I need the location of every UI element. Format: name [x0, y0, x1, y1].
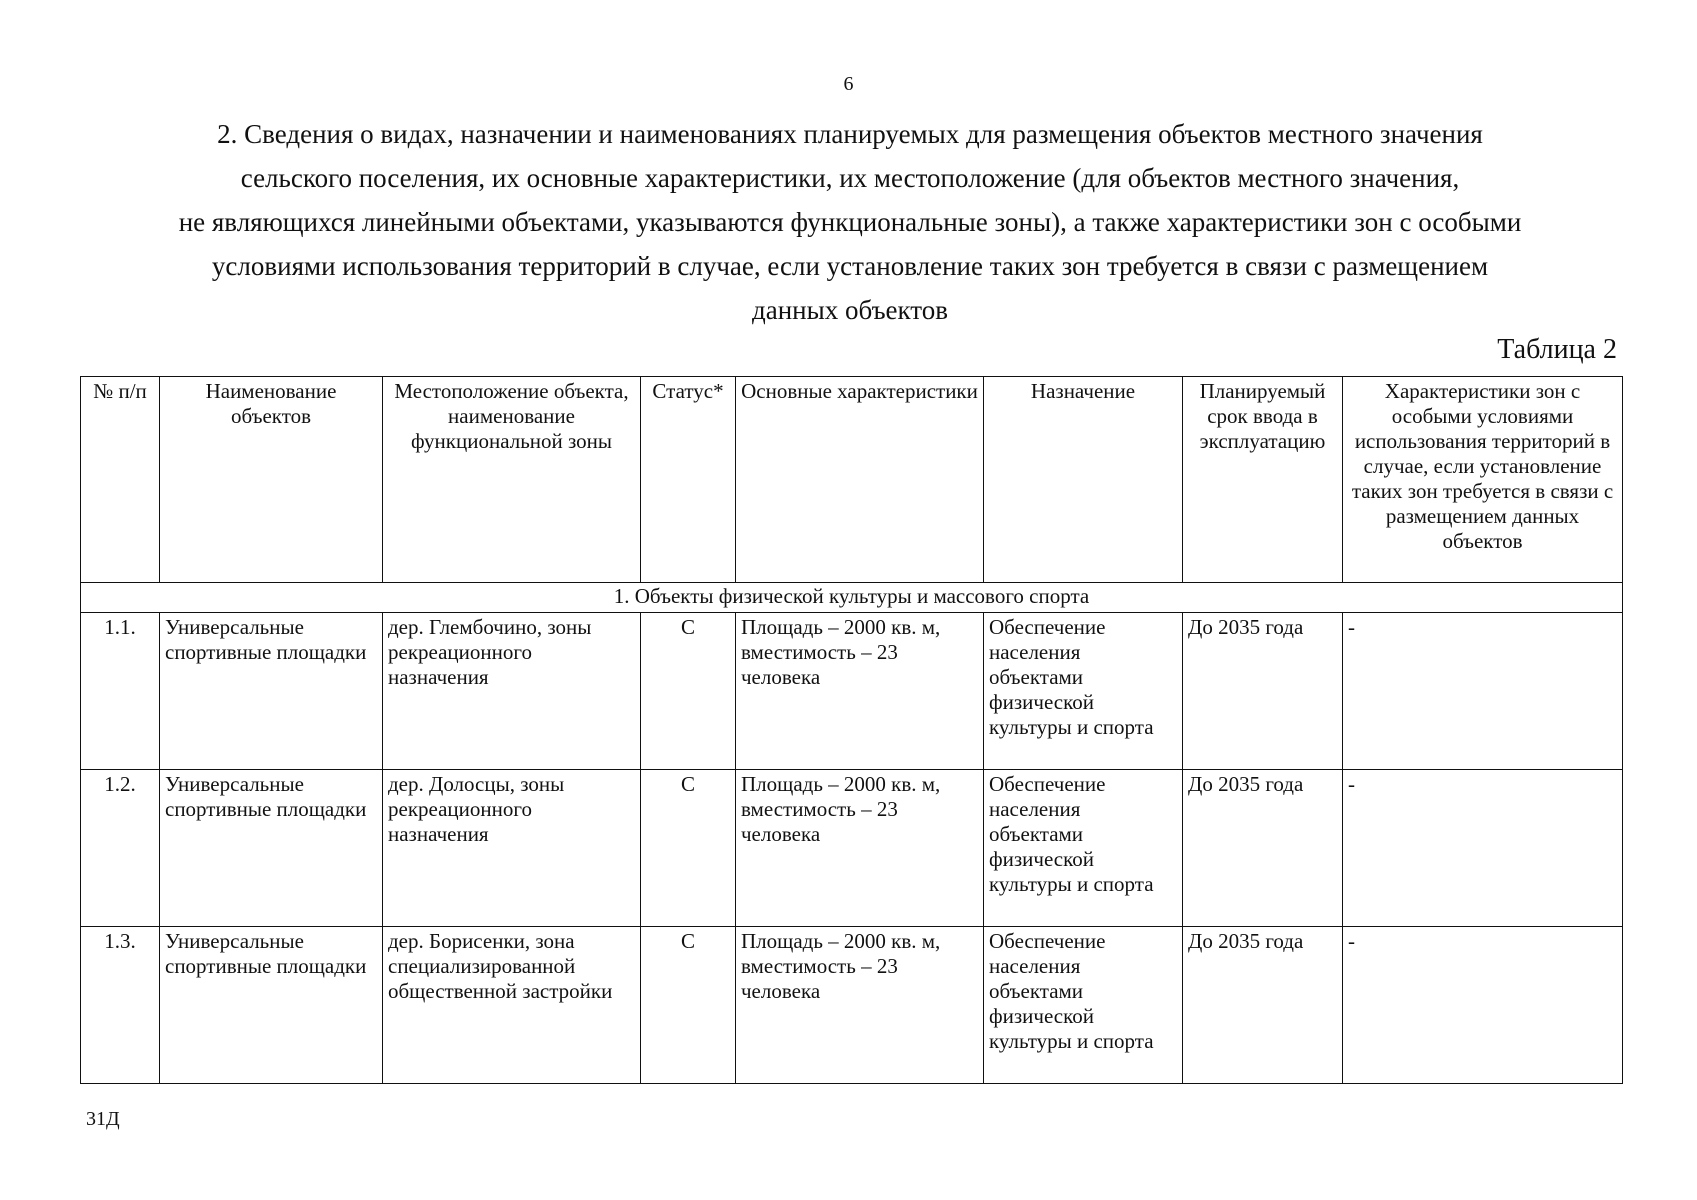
header-status: Статус*	[641, 377, 736, 583]
title-line: сельского поселения, их основные характеристики, их местоположение (для объектов местного значения,	[240, 163, 1460, 193]
title-line: данных объектов	[752, 295, 948, 325]
title-line: условиями использования территорий в случае, если установление таких зон требуется в связи с размещением	[211, 251, 1489, 281]
title-line: 2. Сведения о видах, назначении и наименованиях планируемых для размещения объектов местного значения	[217, 119, 1483, 149]
cell-name: Универсальные спортивные площадки	[160, 770, 383, 927]
cell-term: До 2035 года	[1183, 613, 1343, 770]
header-location: Местоположение объекта, наименование функциональной зоны	[383, 377, 641, 583]
cell-number: 1.2.	[81, 770, 160, 927]
table-row	[81, 613, 1623, 770]
objects-table	[80, 376, 1623, 1084]
header-number: № п/п	[81, 377, 160, 583]
cell-status: С	[641, 613, 736, 770]
cell-status: С	[641, 770, 736, 927]
cell-number: 1.1.	[81, 613, 160, 770]
cell-characteristics: Площадь – 2000 кв. м, вместимость – 23 человека	[736, 927, 984, 1084]
table-header-row	[81, 377, 1623, 583]
cell-status: С	[641, 927, 736, 1084]
table-row	[81, 770, 1623, 927]
cell-name: Универсальные спортивные площадки	[160, 613, 383, 770]
cell-location: дер. Долосцы, зоны рекреационного назначения	[383, 770, 641, 927]
cell-characteristics: Площадь – 2000 кв. м, вместимость – 23 человека	[736, 613, 984, 770]
cell-term: До 2035 года	[1183, 927, 1343, 1084]
header-purpose: Назначение	[984, 377, 1183, 583]
cell-zones: -	[1343, 927, 1623, 1084]
section-title	[80, 112, 1620, 332]
cell-location: дер. Борисенки, зона специализированной общественной застройки	[383, 927, 641, 1084]
cell-purpose: Обеспечение населения объектами физической культуры и спорта	[984, 770, 1183, 927]
table-caption: Таблица 2	[1497, 334, 1617, 365]
cell-term: До 2035 года	[1183, 770, 1343, 927]
cell-zones: -	[1343, 613, 1623, 770]
title-line: не являющихся линейными объектами, указываются функциональные зоны), а также характеристики зон с особыми	[178, 207, 1522, 237]
cell-zones: -	[1343, 770, 1623, 927]
table-row	[81, 927, 1623, 1084]
cell-purpose: Обеспечение населения объектами физической культуры и спорта	[984, 927, 1183, 1084]
cell-purpose: Обеспечение населения объектами физической культуры и спорта	[984, 613, 1183, 770]
header-name: Наименование объектов	[160, 377, 383, 583]
header-term: Планируемый срок ввода в эксплуатацию	[1183, 377, 1343, 583]
section-row-title: 1. Объекты физической культуры и массового спорта	[81, 583, 1623, 613]
cell-characteristics: Площадь – 2000 кв. м, вместимость – 23 человека	[736, 770, 984, 927]
cell-location: дер. Глембочино, зоны рекреационного назначения	[383, 613, 641, 770]
footer-code: 31Д	[86, 1108, 120, 1130]
header-characteristics: Основные характеристики	[736, 377, 984, 583]
cell-number: 1.3.	[81, 927, 160, 1084]
cell-name: Универсальные спортивные площадки	[160, 927, 383, 1084]
header-zones: Характеристики зон с особыми условиями использования территорий в случае, если установление таких зон требуется в связи с размещением данных объектов	[1343, 377, 1623, 583]
page-number: 6	[843, 73, 854, 95]
table-section-row	[81, 583, 1623, 613]
